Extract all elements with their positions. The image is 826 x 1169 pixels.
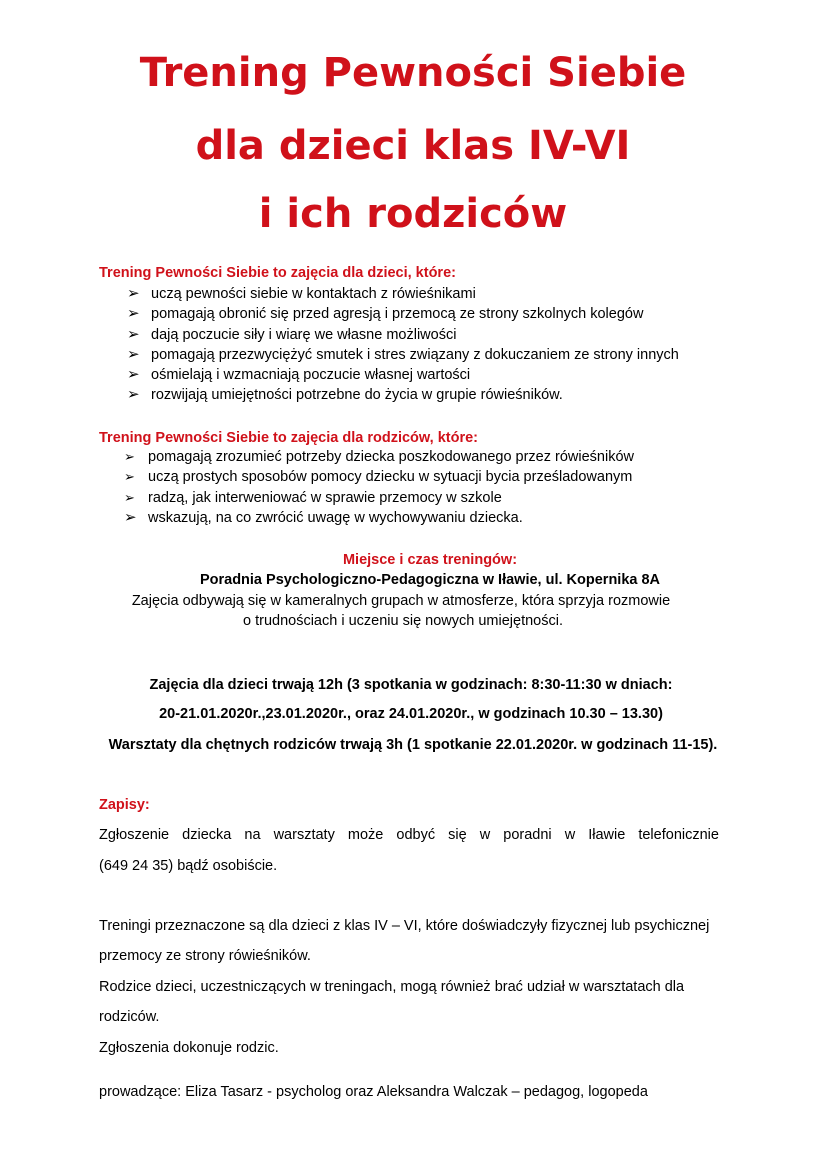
place-address: Poradnia Psychologiczno-Pedagogiczna w Iławie, ul. Kopernika 8A [199, 572, 661, 588]
parents-section-heading: Trening Pewności Siebie to zajęcia dla rodziców, które: [99, 430, 478, 446]
registration-word: w [564, 827, 576, 843]
parents-bullet-list [124, 447, 634, 528]
arrowhead-bullet-icon: ➢ [124, 508, 137, 526]
list-item: ➢ radzą, jak interweniować w sprawie przemocy w szkole [124, 489, 502, 506]
registration-word: może [347, 827, 384, 843]
arrowhead-bullet-icon: ➢ [127, 285, 140, 302]
registration-word: na [244, 827, 261, 843]
title-line-2: dla dzieci klas IV-VI [195, 123, 631, 169]
schedule-line-2: 20-21.01.2020r.,23.01.2020r., oraz 24.01.2020r., w godzinach 10.30 – 13.30) [159, 706, 663, 722]
registration-word: się [448, 827, 467, 843]
leaders-line: prowadzące: Eliza Tasarz - psycholog oraz Aleksandra Walczak – pedagog, logopeda [99, 1084, 648, 1100]
registration-heading: Zapisy: [99, 797, 150, 813]
arrowhead-bullet-icon: ➢ [124, 489, 135, 505]
schedule-line-1: Zajęcia dla dzieci trwają 12h (3 spotkania w godzinach: 8:30-11:30 w dniach: [149, 677, 673, 693]
arrowhead-bullet-icon: ➢ [127, 366, 140, 384]
registration-line-2: (649 24 35) bądź osobiście. [99, 858, 278, 874]
arrowhead-bullet-icon: ➢ [127, 325, 140, 343]
list-item: ➢ pomagają zrozumieć potrzeby dziecka poszkodowanego przez rówieśników [124, 449, 634, 465]
arrowhead-bullet-icon: ➢ [124, 469, 135, 485]
info-line-4: rodziców. [99, 1009, 160, 1025]
place-description-line-2: o trudnościach i uczeniu się nowych umiejętności. [243, 613, 563, 629]
registration-word: warsztaty [273, 827, 335, 843]
registration-word: dziecka [182, 827, 232, 843]
info-line-1: Treningi przeznaczone są dla dzieci z klas IV – VI, które doświadczyły fizycznej lub psychicznej [99, 918, 710, 934]
registration-word: odbyć [396, 827, 436, 843]
info-line-3: Rodzice dzieci, uczestniczących w treningach, mogą również brać udział w warsztatach dla [99, 979, 685, 995]
children-section-heading: Trening Pewności Siebie to zajęcia dla dzieci, które: [99, 265, 456, 281]
list-item: ➢ pomagają obronić się przed agresją i przemocą ze strony szkolnych kolegów [127, 305, 644, 323]
registration-word: telefonicznie [638, 827, 719, 843]
schedule-line-3: Warsztaty dla chętnych rodziców trwają 3h (1 spotkanie 22.01.2020r. w godzinach 11-15). [108, 737, 718, 753]
registration-line-1 [99, 826, 719, 844]
info-line-2: przemocy ze strony rówieśników. [99, 948, 311, 964]
registration-words [99, 826, 719, 844]
arrowhead-bullet-icon: ➢ [127, 386, 140, 404]
title-line-3: i ich rodziców [258, 191, 568, 237]
registration-word: Zgłoszenie [99, 827, 170, 843]
title-line-1: Trening Pewności Siebie [139, 50, 687, 96]
registration-word: Iławie [588, 827, 626, 843]
info-line-5: Zgłoszenia dokonuje rodzic. [99, 1040, 279, 1056]
list-item: ➢ uczą prostych sposobów pomocy dziecku w sytuacji bycia prześladowanym [124, 469, 633, 486]
place-description-line-1: Zajęcia odbywają się w kameralnych grupach w atmosferze, która sprzyja rozmowie [131, 593, 671, 609]
list-item: ➢ ośmielają i wzmacniają poczucie własnej wartości [127, 366, 471, 384]
list-item: ➢ rozwijają umiejętności potrzebne do życia w grupie rówieśników. [127, 386, 563, 404]
list-item: ➢ pomagają przezwyciężyć smutek i stres związany z dokuczaniem ze strony innych [127, 345, 679, 363]
list-item: ➢ dają poczucie siły i wiarę we własne możliwości [127, 325, 457, 343]
registration-word: w [479, 827, 491, 843]
place-time-heading: Miejsce i czas treningów: [342, 552, 518, 568]
arrowhead-bullet-icon: ➢ [127, 345, 140, 363]
arrowhead-bullet-icon: ➢ [127, 305, 140, 323]
arrowhead-bullet-icon: ➢ [124, 449, 135, 464]
registration-word: poradni [503, 827, 552, 843]
children-bullet-list [127, 284, 679, 406]
list-item: ➢ wskazują, na co zwrócić uwagę w wychowywaniu dziecka. [124, 508, 523, 526]
list-item: ➢ uczą pewności siebie w kontaktach z rówieśnikami [127, 285, 476, 302]
